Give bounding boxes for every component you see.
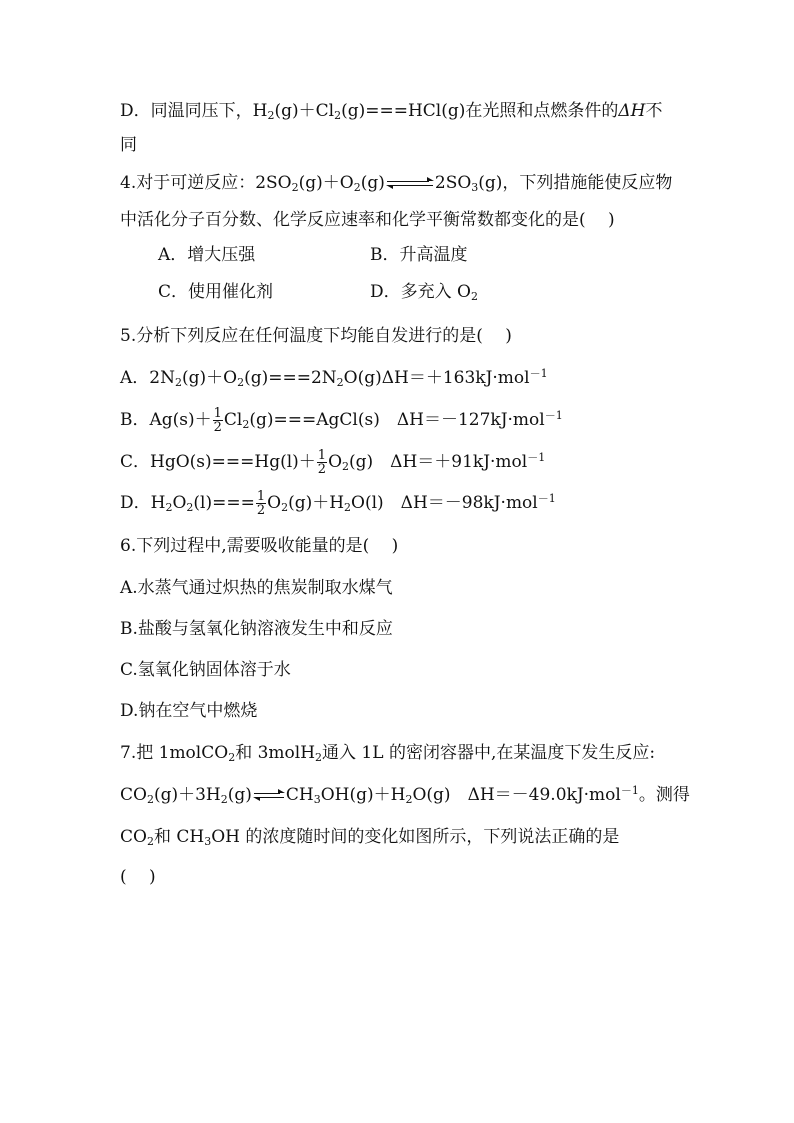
q6-option-b: B.盐酸与氢氧化钠溶液发生中和反应 — [120, 619, 393, 639]
q5-option-c: C．HgO(s)===Hg(l)＋ $\frac{1}{2}$ $O_2(g)$ ΔH＝＋91kJ·mol$^{-1}$ — [120, 448, 546, 477]
q4-option-c: C．使用催化剂 — [158, 282, 274, 302]
q4-stem-line2: 中活化分子百分数、化学反应速率和化学平衡常数都变化的是( ) — [120, 210, 615, 230]
q6-option-d: D.钠在空气中燃烧 — [120, 701, 258, 721]
q7-stem-line1: 7.把 1molCO$_2$和 3molH$_2$通入 1L 的密闭容器中,在某温度下发生反应: — [120, 743, 656, 764]
q7-stem-line3: $CO_2$和 $CH_3OH$ 的浓度随时间的变化如图所示，下列说法正确的是 — [120, 827, 620, 848]
q6-stem: 6.下列过程中,需要吸收能量的是( ) — [120, 536, 399, 556]
q7-stem-line4: ( ) — [120, 867, 156, 887]
fraction-half: $\frac{1}{2}$ — [213, 406, 222, 435]
q3-option-d-line2: 同 — [120, 135, 137, 155]
q4-option-a: A．增大压强 — [158, 245, 256, 265]
fraction-half: $\frac{1}{2}$ — [256, 489, 266, 518]
q6-option-c: C.氢氧化钠固体溶于水 — [120, 660, 291, 680]
q4-stem-line1: 4.对于可逆反应：$2SO_2(g)+O_2(g)$ $2SO_3(g)$，下列措施能使反应物 — [120, 173, 673, 194]
fraction-half: $\frac{1}{2}$ — [317, 448, 327, 477]
q7-stem-line2: $CO_2(g)+3H_2(g)$ $CH_3OH(g)+H_2O(g)$ ΔH＝－49.0kJ·mol$^{-1}$。测得 — [120, 784, 690, 806]
q5-option-a: A．$2N_2(g)+O_2(g)===2N_2O(g)\Delta H=+163kJ\cdot mol^{-1}$ — [120, 367, 548, 389]
q5-option-b: B．Ag(s)＋ $\frac{1}{2}$ $Cl_2(g)===AgCl(s)$ ΔH＝－127kJ·mol$^{-1}$ — [120, 406, 563, 435]
q5-stem: 5.分析下列反应在任何温度下均能自发进行的是( ) — [120, 326, 512, 346]
q4-option-d: D．多充入 $O_2$ — [370, 282, 478, 303]
q3-option-d-line1: D．同温同压下，$H_2(g)+Cl_2(g)===HCl(g)$在光照和点燃条件的ΔH不 — [120, 101, 663, 122]
q4-option-b: B．升高温度 — [370, 245, 468, 265]
reversible-arrow-icon — [387, 179, 433, 189]
reversible-arrow-icon — [254, 791, 284, 801]
q6-option-a: A.水蒸气通过炽热的焦炭制取水煤气 — [120, 578, 393, 598]
q5-option-d: D．$H_2O_2(l)===$ $\frac{1}{2}$ $O_2(g)+H_2O(l)$ ΔH＝－98kJ·mol$^{-1}$ — [120, 489, 556, 518]
